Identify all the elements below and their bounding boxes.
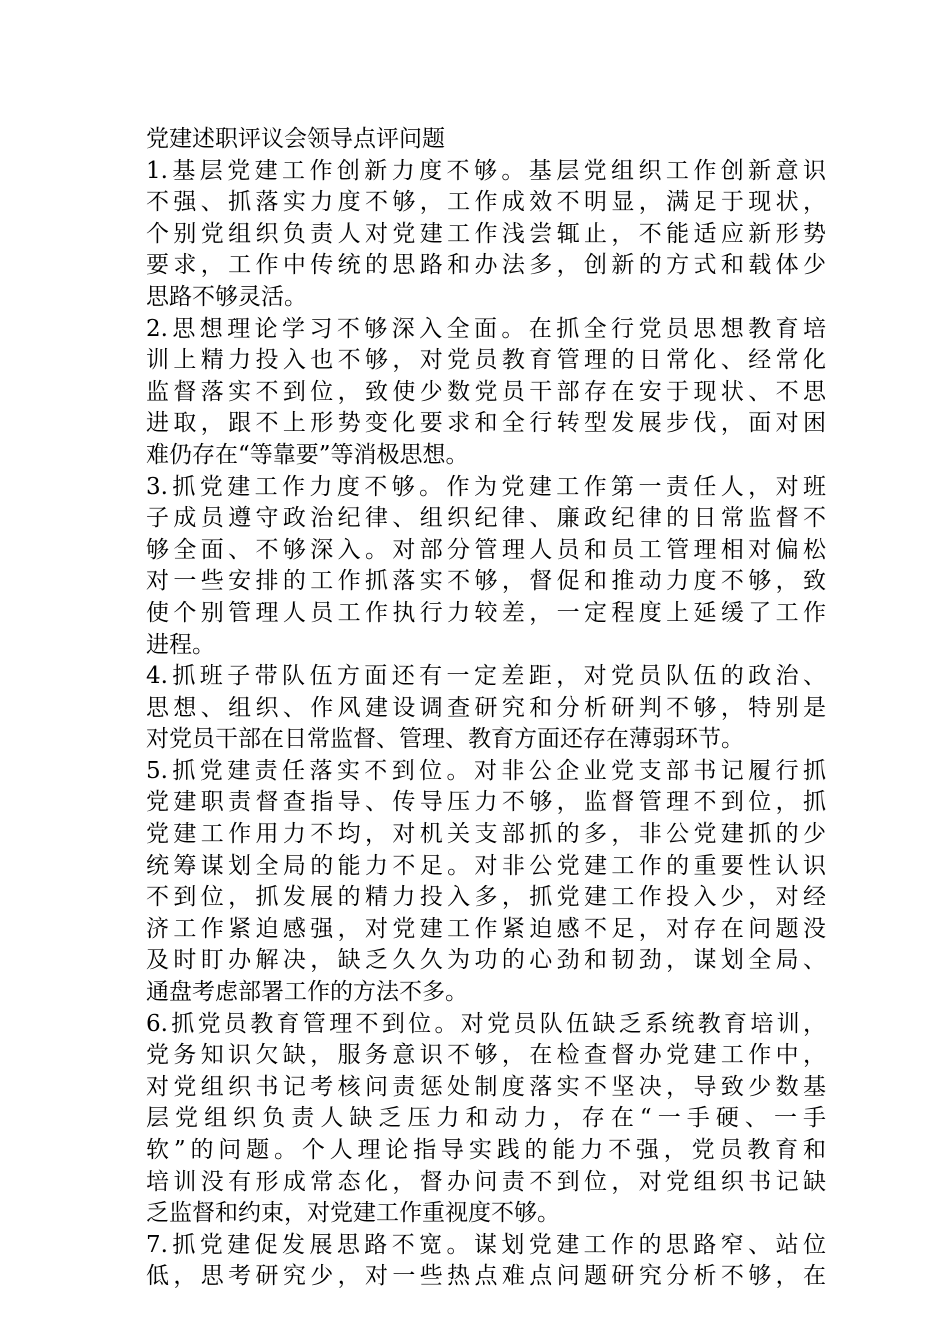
paragraph-line: 个别党组织负责人对党建工作浅尝辄止，不能适应新形势 — [146, 220, 826, 247]
paragraph-line: 软”的问题。个人理论指导实践的能力不强，党员教育和 — [146, 1137, 826, 1163]
paragraph-3 — [146, 472, 826, 662]
paragraph-4 — [146, 661, 826, 756]
paragraph-1 — [146, 156, 826, 314]
paragraph-line: 6.抓党员教育管理不到位。对党员队伍缺乏系统教育培训， — [146, 1010, 826, 1037]
paragraph-line: 层党组织负责人缺乏压力和动力，存在“一手硬、一手 — [146, 1105, 826, 1132]
paragraph-line: 3.抓党建工作力度不够。作为党建工作第一责任人，对班 — [146, 473, 826, 500]
paragraph-line: 对党组织书记考核问责惩处制度落实不坚决，导致少数基 — [146, 1073, 826, 1100]
paragraph-line: 使个别管理人员工作执行力较差，一定程度上延缓了工作 — [146, 599, 826, 626]
paragraph-line: 进程。 — [146, 631, 215, 658]
paragraph-line: 济工作紧迫感强，对党建工作紧迫感不足，对存在问题没 — [146, 915, 826, 942]
paragraph-line: 2.思想理论学习不够深入全面。在抓全行党员思想教育培 — [146, 315, 826, 342]
paragraph-line: 4.抓班子带队伍方面还有一定差距，对党员队伍的政治、 — [146, 663, 826, 690]
paragraph-line: 不强、抓落实力度不够，工作成效不明显，满足于现状， — [146, 189, 826, 216]
paragraph-5 — [146, 756, 826, 1009]
paragraph-line: 党建工作用力不均，对机关支部抓的多，非公党建抓的少 — [146, 821, 826, 848]
paragraph-line: 通盘考虑部署工作的方法不多。 — [146, 979, 468, 1006]
paragraph-line: 党建职责督查指导、传导压力不够，监督管理不到位，抓 — [146, 789, 826, 816]
paragraph-7 — [146, 1230, 826, 1293]
paragraph-line: 思路不够灵活。 — [146, 283, 307, 310]
paragraph-line: 子成员遵守政治纪律、组织纪律、廉政纪律的日常监督不 — [146, 505, 826, 532]
paragraph-line: 训上精力投入也不够，对党员教育管理的日常化、经常化 — [146, 347, 826, 374]
paragraph-2 — [146, 314, 826, 472]
paragraph-line: 7.抓党建促发展思路不宽。谋划党建工作的思路窄、站位 — [146, 1231, 826, 1258]
paragraph-line: 对一些安排的工作抓落实不够，督促和推动力度不够，致 — [146, 568, 826, 595]
paragraph-line: 1.基层党建工作创新力度不够。基层党组织工作创新意识 — [146, 157, 826, 184]
paragraph-line: 不到位，抓发展的精力投入多，抓党建工作投入少，对经 — [146, 884, 826, 911]
paragraph-line: 够全面、不够深入。对部分管理人员和员工管理相对偏松 — [146, 536, 826, 563]
paragraph-line: 及时盯办解决，缺乏久久为功的心劲和韧劲，谋划全局、 — [146, 947, 826, 974]
document-title: 党建述职评议会领导点评问题 — [146, 126, 445, 152]
paragraph-line: 低，思考研究少，对一些热点难点问题研究分析不够，在 — [146, 1263, 826, 1290]
paragraph-line: 5.抓党建责任落实不到位。对非公企业党支部书记履行抓 — [146, 757, 826, 784]
paragraph-line: 培训没有形成常态化，督办问责不到位，对党组织书记缺 — [146, 1168, 826, 1195]
paragraph-line: 难仍存在“等靠要”等消极思想。 — [146, 441, 469, 468]
paragraph-line: 统筹谋划全局的能力不足。对非公党建工作的重要性认识 — [146, 852, 826, 879]
paragraph-line: 要求，工作中传统的思路和办法多，创新的方式和载体少 — [146, 252, 826, 279]
paragraph-line: 进取，跟不上形势变化要求和全行转型发展步伐，面对困 — [146, 410, 826, 437]
paragraph-line: 思想、组织、作风建设调查研究和分析研判不够，特别是 — [146, 694, 826, 721]
paragraph-line: 对党员干部在日常监督、管理、教育方面还存在薄弱环节。 — [146, 726, 744, 753]
paragraph-6 — [146, 1009, 826, 1230]
paragraph-line: 乏监督和约束，对党建工作重视度不够。 — [146, 1200, 560, 1227]
document-body — [146, 124, 826, 1293]
paragraph-line: 监督落实不到位，致使少数党员干部存在安于现状、不思 — [146, 378, 826, 405]
paragraph-line: 党务知识欠缺，服务意识不够，在检查督办党建工作中， — [146, 1042, 826, 1069]
